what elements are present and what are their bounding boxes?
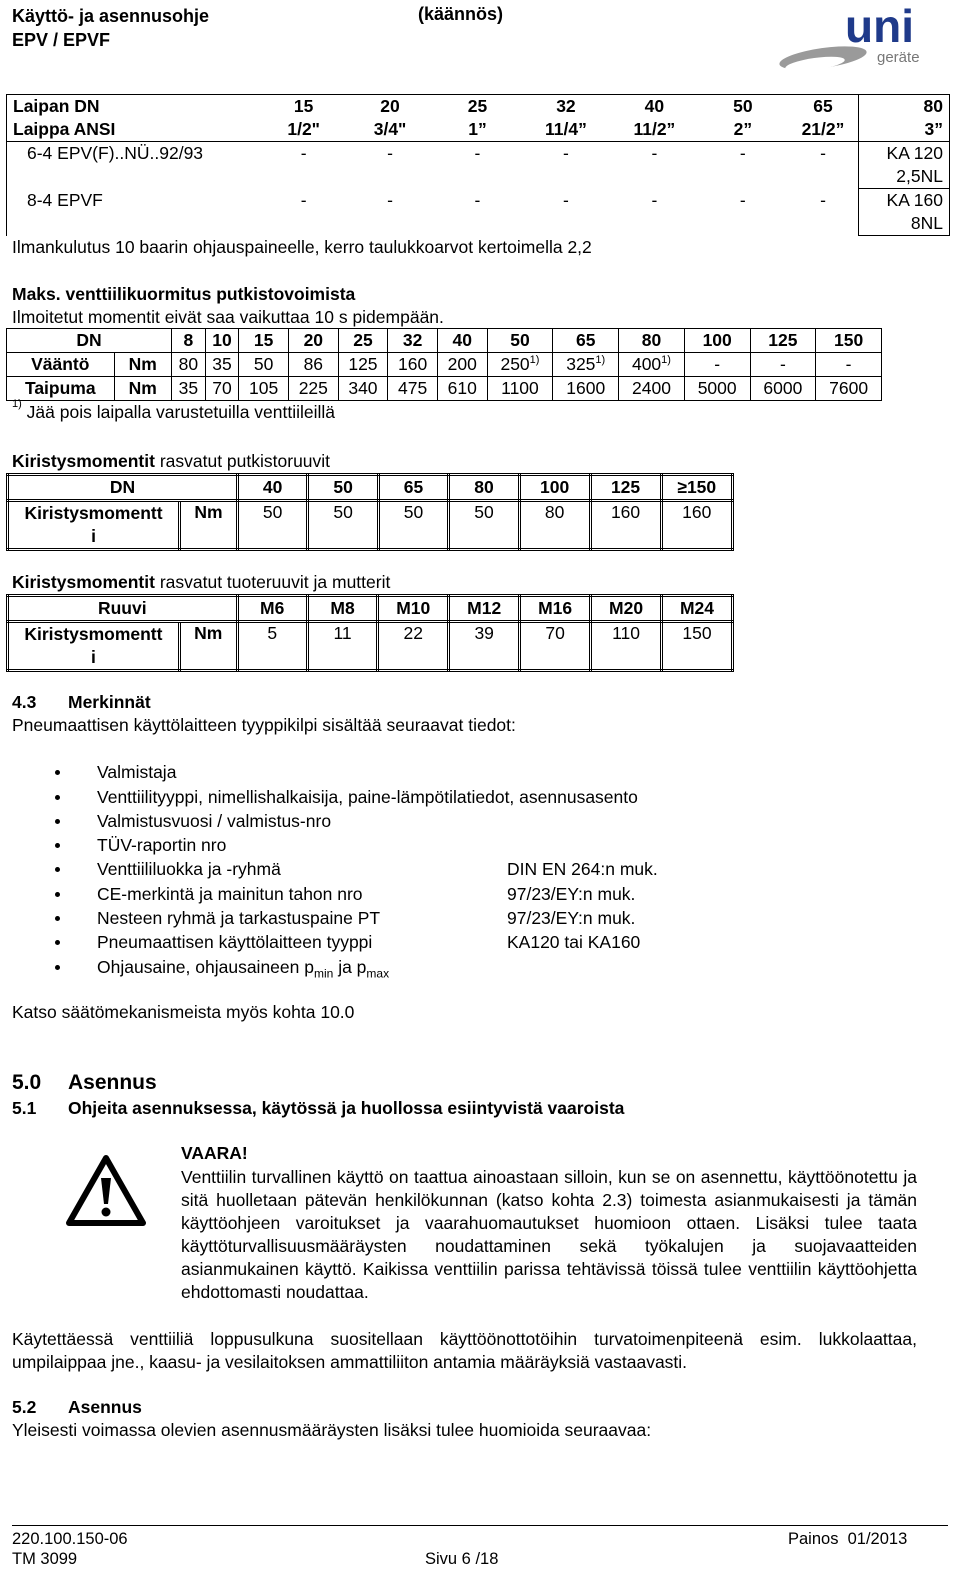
load-title: Maks. venttiilikuormitus putkistovoimista [12,284,356,304]
footer-doc-number: 220.100.150-06 [12,1530,128,1548]
bending-row-label: Taipuma [7,377,115,401]
footer-divider [12,1525,948,1526]
bullet-icon [55,916,60,921]
bullet-icon [55,965,60,970]
flange-dn-label: Laipan DN [13,96,100,116]
list-item: Ohjausaine, ohjausaineen $p_{min}$ ja $p_{max}$ [97,957,389,981]
bullet-icon [55,819,60,824]
list-item: Nesteen ryhmä ja tarkastuspaine PT [97,908,380,929]
section-5-2-text: Yleisesti voimassa olevien asennusmääräysten lisäksi tulee huomioida seuraavaa: [12,1420,652,1440]
list-item: Valmistusvuosi / valmistus-nro [97,811,331,832]
row2-last: KA 160 8NL [859,189,950,236]
flange-col: 80 3” [859,95,950,142]
warning-title: VAARA! [181,1143,248,1163]
section-5-2-title: Asennus [68,1397,142,1417]
flange-col: 32 11/4” [521,95,611,142]
bullet-icon [55,795,60,800]
section-5-2-number: 5.2 [12,1397,37,1417]
list-item: TÜV-raportin nro [97,835,226,856]
torque1-title: Kiristysmomentit rasvatut putkistoruuvit [12,451,331,471]
flange-row-labels [7,95,261,142]
section-5-0-number: 5.0 [12,1071,42,1094]
uni-logo [775,2,955,82]
title-line-2: EPV / EPVF [12,30,111,50]
list-item: CE-merkintä ja mainitun tahon nro [97,884,363,905]
section-5-0-title: Asennus [68,1071,157,1094]
flange-ansi-label: Laippa ANSI [13,119,116,139]
list-item: Venttiilityyppi, nimellishalkaisija, paine-lämpötilatiedot, asennusasento [97,787,638,808]
section-5-1-title: Ohjeita asennuksessa, käytössä ja huollossa esiintyvistä vaaroista [68,1098,625,1118]
section-4-3-title: Merkinnät [68,692,151,712]
list-item-ref: DIN EN 264:n muk. [507,859,658,879]
document-title [12,4,209,52]
row1-label: 6-4 EPV(F)..NÜ..92/93 [7,142,261,189]
torque1-table: DN 40 50 65 80 100 125 ≥150 Kiristysmomentt i Nm 50 50 50 50 80 160 160 [6,473,734,551]
list-item: Venttiililuokka ja -ryhmä [97,859,281,880]
torque2-table: Ruuvi M6 M8 M10 M12 M16 M20 M24 Kiristysmomentt i Nm 5 11 22 39 70 110 150 [6,594,734,672]
list-item-ref: 97/23/EY:n muk. [507,908,636,928]
list-item-ref: 97/23/EY:n muk. [507,884,636,904]
flange-col: 50 2” [698,95,788,142]
bullet-icon [55,867,60,872]
bullet-icon [55,770,60,775]
bullet-icon [55,892,60,897]
load-subtitle: Ilmoitetut momentit eivät saa vaikuttaa 10 s pidempään. [12,307,444,327]
flange-table: Laipan DN Laippa ANSI 15 1/2" 20 3/4" 25 1” 32 11/4” 40 11/2” 50 2” 65 21/2” 80 3” 6-4 EPV(F)..NÜ..92/93 - - - - - - - KA 120 2,5NL 8-4 EPVF - - - - - - - KA 160 8NL [6,94,950,236]
section-4-3-intro: Pneumaattisen käyttölaitteen tyyppikilpi sisältää seuraavat tiedot: [12,715,516,735]
flange-col: 40 11/2” [611,95,698,142]
list-item: Valmistaja [97,762,176,783]
flange-col: 20 3/4" [346,95,433,142]
row1-last: KA 120 2,5NL [859,142,950,189]
section-4-3-number: 4.3 [12,692,37,712]
load-dn-label: DN [7,329,172,353]
air-consumption-note: Ilmankulutus 10 baarin ohjauspaineelle, kerro taulukkoarvot kertoimella 2,2 [12,237,592,257]
row2-label: 8-4 EPVF [7,189,261,236]
warning-text: Venttiilin turvallinen käyttö on taattua ainoastaan silloin, kun se on asennettu, käyttöönotettu ja sitä huolletaan pätevän henkilökunnan (katso kohta 2.3) toimesta asianmukaisesti ja tämän käyttöohjeen varoitukset ja vaarahuomautukset huomioon ottaen. Lisäksi tulee taata käyttöturvallisuusmääräysten noudattaminen sekä työkalujen ja suojavaatteiden asianmukainen käyttö. Kaikissa venttiilin parissa tehtävissä töissä tulee venttiilin käyttöohjetta ehdottomasti noudattaa. [181,1167,917,1302]
footer-page: Sivu 6 /18 [425,1550,499,1568]
load-table: DN 8 10 15 20 25 32 40 50 65 80 100 125 150 Vääntö Nm 80 35 50 86 125 160 200 250$^{1)}$ 325$^{1)}$ 400$^{1)}$ - - - Taipuma Nm 35 70 105 225 340 475 610 1100 1600 2400 5000 6000 7600 [6,328,882,401]
load-footnote: $^{1)}$ Jää pois laipalla varustetuilla venttiileillä [12,398,336,422]
bullet-icon [55,940,60,945]
footer-tm: TM 3099 [12,1550,78,1568]
title-line-1: Käyttö- ja asennusohje [12,6,210,26]
torque-row-label: Vääntö [7,353,115,377]
logo-wordmark: uni [845,2,914,52]
section-5-1-number: 5.1 [12,1098,37,1118]
torque2-title: Kiristysmomentit rasvatut tuoteruuvit ja mutterit [12,572,391,592]
logo-subtext: geräte [877,49,920,66]
footer-edition: Painos 01/2013 [788,1530,908,1548]
see-also-note: Katso säätömekanismeista myös kohta 10.0 [12,1002,355,1022]
warning-triangle-icon [66,1154,146,1226]
list-item-ref: KA120 tai KA160 [507,932,641,952]
flange-col: 15 1/2" [261,95,346,142]
end-closure-paragraph: Käytettäessä venttiiliä loppusulkuna suositellaan käyttöönottotöihin turvatoimenpiteenä esim. lukkolaattaa, umpilaippaa jne., kaasu- ja vesilaitoksen ammattiliiton antamia määräyksiä vastaavasti. [12,1329,917,1372]
list-item: Pneumaattisen käyttölaitteen tyyppi [97,932,372,953]
flange-col: 65 21/2” [788,95,859,142]
bullet-icon [55,843,60,848]
translation-note: (käännös) [418,4,504,24]
flange-col: 25 1” [434,95,521,142]
